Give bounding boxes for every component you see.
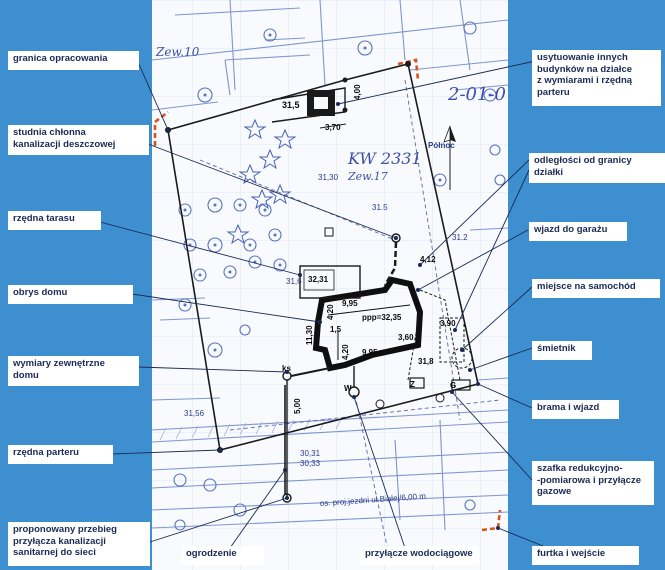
map-text-d995b: 9,95 [362, 348, 378, 357]
map-text-w: W [344, 384, 352, 393]
map-text-road: os. proj.jezdni ul.Białej/6,00 m [319, 491, 427, 508]
callout-studnia-chlonna: studnia chłonna kanalizacji deszczowej [8, 125, 149, 155]
callout-ogrodzenie: ogrodzenie [181, 546, 264, 565]
callout-odleglosci-od-granicy: odległości od granicy działki [529, 153, 665, 183]
map-text-ks: ks [282, 364, 291, 373]
map-text-d400: 4,00 [353, 84, 362, 100]
map-text-d420b: 4,20 [341, 344, 350, 360]
callout-rzedna-tarasu: rzędna tarasu [8, 211, 101, 230]
map-text-d390: 3,90 [440, 319, 456, 328]
callout-przylacze-kanalizacji: proponowany przebieg przyłącza kanalizacji sanitarnej do sieci [8, 522, 150, 566]
map-text-g: G [450, 381, 457, 390]
map-text-h312: 31.2 [452, 233, 468, 242]
callout-usytuowanie-budynkow: usytuowanie innych budynków na działce z wymiarami i rzędną parteru [532, 50, 661, 106]
callout-wjazd-do-garazu: wjazd do garażu [529, 222, 627, 241]
map-text-d412: 4,12 [420, 255, 436, 264]
map-text-code: 2-01-0 [448, 84, 506, 105]
map-text-h3130: 31,30 [318, 173, 339, 182]
map-text-d420a: 4,20 [326, 304, 335, 320]
map-text-h3033: 30,33 [300, 459, 321, 468]
map-text-h315b: 31.5 [372, 203, 388, 212]
callout-rzedna-parteru: rzędna parteru [8, 445, 113, 464]
map-text-polnoc: Północ [428, 141, 455, 150]
callout-smietnik: śmietnik [532, 341, 592, 360]
callout-przylacze-wodociagowe: przyłącze wodociągowe [360, 546, 479, 565]
map-text-d15: 1,5 [330, 325, 342, 334]
map-text-h3231: 32,31 [308, 275, 329, 284]
callout-miejsce-na-samochod: miejsce na samochód [532, 279, 660, 298]
map-text-h315a: 31,5 [282, 100, 300, 110]
map-text-d360: 3,60 [398, 333, 414, 342]
map-text-d995a: 9,95 [342, 299, 358, 308]
map-text-kw: KW 2331 [348, 149, 422, 168]
callout-szafka-redukcyjno-pomiarowa: szafka redukcyjno- -pomiarowa i przyłącze gazowe [532, 461, 654, 505]
map-text-zew10: Zew.10 [156, 45, 200, 59]
map-text-z: Z [410, 380, 415, 389]
map-text-ppp: ppp=32,35 [362, 313, 402, 322]
callout-obrys-domu: obrys domu [8, 285, 133, 304]
callout-brama-i-wjazd: brama i wjazd [532, 400, 619, 419]
map-text-h3156: 31,56 [184, 409, 205, 418]
map-text-d1130: 11,30 [305, 325, 314, 345]
map-text-h3031: 30,31 [300, 449, 321, 458]
callout-furtka-i-wejscie: furtka i wejście [532, 546, 639, 565]
map-text-d370: 3,70 [325, 123, 341, 132]
map-text-zew17: Zew.17 [348, 170, 388, 183]
map-text-h316: 31,6 [286, 277, 302, 286]
callout-granica-opracowania: granica opracowania [8, 51, 139, 70]
map-text-h318: 31,8 [418, 357, 434, 366]
map-text-d500: 5,00 [293, 398, 302, 414]
callout-wymiary-zewnetrzne: wymiary zewnętrzne domu [8, 356, 139, 386]
